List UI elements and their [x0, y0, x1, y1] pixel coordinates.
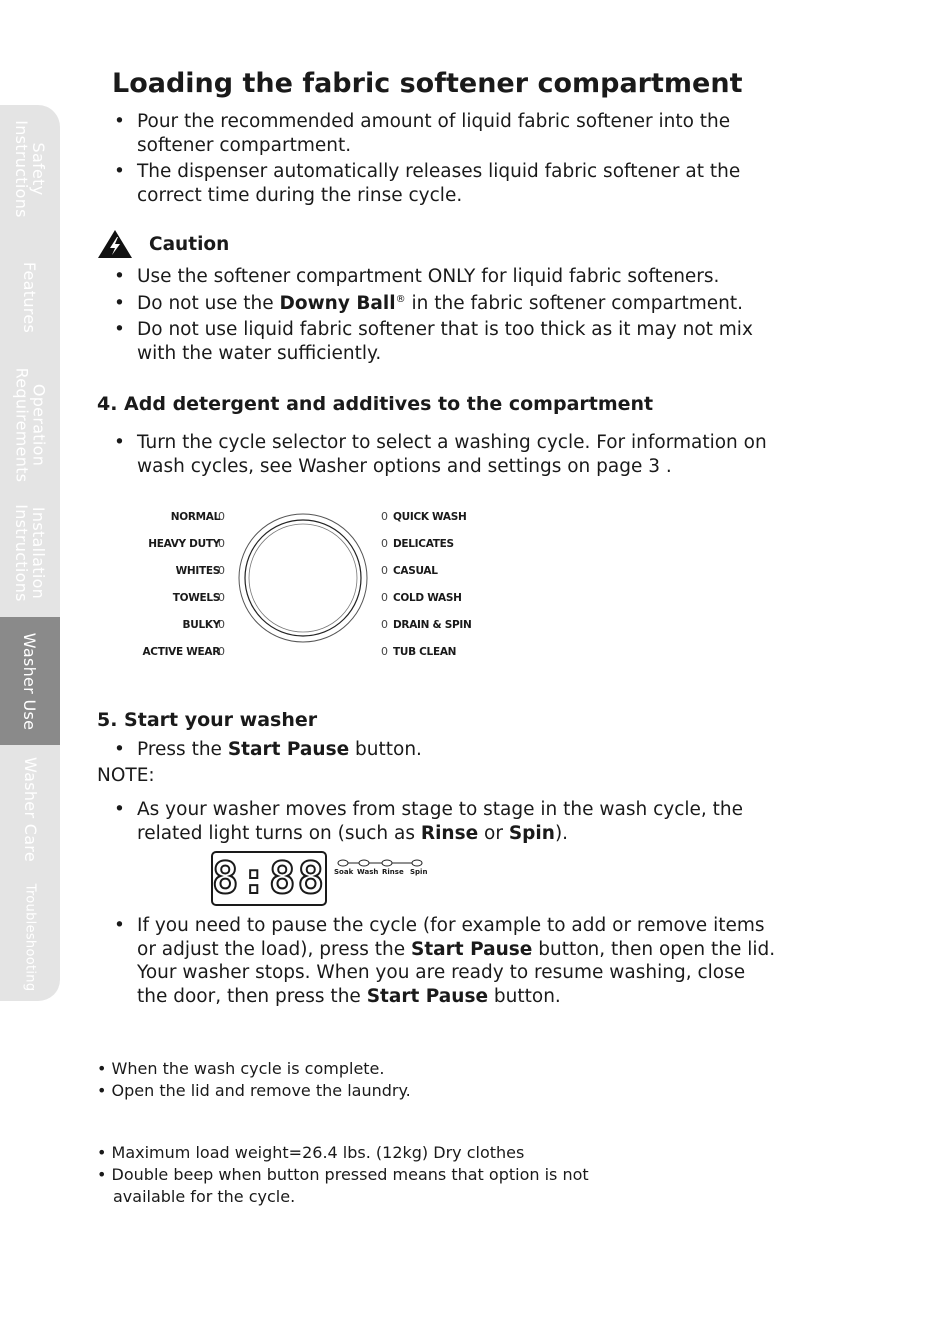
dial-cycle-label: WHITES	[175, 565, 220, 577]
list-item: • Open the lid and remove the laundry.	[97, 1080, 411, 1102]
tab-troubleshooting[interactable]	[0, 873, 60, 1002]
tab-washer-care[interactable]	[0, 745, 60, 874]
dial-indicator-icon: 0	[381, 591, 388, 604]
bullet-line: • Do not use liquid fabric softener that is too thick as it may not mix	[137, 319, 753, 340]
dial-cycle-label: CASUAL	[393, 565, 438, 577]
tab-label: Installation	[29, 506, 49, 600]
tab-label: Safety	[29, 142, 49, 196]
text-run: or adjust the load), press the	[137, 938, 412, 960]
bullet-line: • Use the softener compartment ONLY for liquid fabric softeners.	[137, 266, 720, 287]
list-item-continuation: available for the cycle.	[113, 1187, 296, 1206]
dial-indicator-icon: 0	[381, 564, 388, 577]
stage-led-icon	[333, 858, 433, 868]
list-item	[110, 265, 753, 289]
bullet-line	[137, 822, 743, 846]
stage-name: Spin	[508, 822, 555, 844]
bullet-line	[137, 938, 775, 962]
dial-indicator-icon: 0	[381, 537, 388, 550]
dial-cycle-label: DELICATES	[393, 538, 454, 550]
tab-features[interactable]	[0, 233, 60, 362]
text-run: ).	[554, 822, 569, 844]
list-item	[110, 798, 743, 845]
bullet-line	[137, 985, 775, 1009]
tab-operation-requirements[interactable]	[0, 361, 60, 490]
step-5-heading: 5. Start your washer	[97, 709, 318, 731]
dial-cycle-label: BULKY	[182, 619, 220, 631]
text-run: button.	[488, 985, 561, 1007]
tab-washer-use[interactable]	[0, 617, 60, 746]
list-item	[110, 160, 740, 207]
step-5-bullet-list	[110, 738, 422, 762]
text-run: related light turns on (such as	[137, 822, 421, 844]
dial-cycle-label: DRAIN & SPIN	[393, 619, 472, 631]
bullet-line: wash cycles, see Washer options and settings on page 3 .	[137, 455, 672, 477]
note-bullet-list	[110, 798, 743, 845]
completion-notes	[97, 1058, 411, 1102]
dial-indicator-icon: 0	[218, 591, 225, 604]
dial-cycle-label: QUICK WASH	[393, 511, 467, 523]
dial-indicator-icon: 0	[218, 510, 225, 523]
caution-heading	[97, 229, 229, 259]
text-run: in the fabric softener compartment.	[405, 292, 743, 314]
dial-cycle-label: HEAVY DUTY	[148, 538, 220, 550]
warning-icon	[97, 229, 133, 259]
button-name: Start Pause	[411, 938, 533, 960]
dial-cycle-label: COLD WASH	[393, 592, 462, 604]
list-item	[110, 431, 767, 478]
stage-label: Spin	[410, 868, 428, 876]
tab-label: Washer Care	[20, 756, 40, 862]
list-item: • Double beep when button pressed means that option is not	[97, 1164, 589, 1186]
tab-label: Requirements	[12, 367, 31, 483]
tab-label: Operation	[29, 383, 48, 467]
display-digits: 8:88	[212, 853, 326, 904]
note-heading: NOTE:	[97, 765, 155, 786]
text-run: Press the	[137, 739, 228, 760]
tab-label: Features	[20, 261, 40, 333]
text-run: button.	[349, 739, 422, 760]
bullet-line: with the water sufficiently.	[137, 342, 382, 364]
text-run: or	[478, 822, 509, 844]
text-run: the door, then press the	[137, 985, 367, 1007]
stage-label: Wash	[357, 868, 379, 876]
bullet-line: • If you need to pause the cycle (for example to add or remove items	[137, 915, 765, 936]
dial-cycle-label: NORMAL	[170, 511, 220, 523]
tab-installation-instructions[interactable]	[0, 489, 60, 618]
list-item	[110, 914, 775, 1008]
tab-label: Instructions	[12, 504, 32, 602]
bullet-line: • As your washer moves from stage to stage in the wash cycle, the	[137, 799, 744, 820]
stage-name: Rinse	[420, 822, 479, 844]
dial-indicator-icon: 0	[218, 618, 225, 631]
product-name: Downy Ball	[279, 292, 396, 314]
time-display	[211, 851, 327, 906]
bullet-line: • Pour the recommended amount of liquid fabric softener into the	[137, 111, 731, 132]
softener-bullet-list	[110, 110, 740, 207]
dial-knob-icon	[130, 505, 490, 665]
list-item: • When the wash cycle is complete.	[97, 1058, 411, 1080]
cycle-selector-dial	[130, 505, 490, 665]
tab-label: Washer Use	[20, 632, 40, 730]
bullet-line	[137, 738, 422, 762]
dial-cycle-label: ACTIVE WEAR	[142, 646, 220, 658]
registered-mark: ®	[395, 293, 406, 305]
dial-cycle-label: TOWELS	[172, 592, 220, 604]
dial-indicator-icon: 0	[381, 618, 388, 631]
stage-label: Rinse	[382, 868, 404, 876]
load-notes	[97, 1142, 589, 1208]
bullet-line: • Turn the cycle selector to select a washing cycle. For information on	[137, 432, 767, 453]
bullet-line: Your washer stops. When you are ready to resume washing, close	[137, 962, 746, 983]
bullet-line: correct time during the rinse cycle.	[137, 184, 463, 206]
tab-label: Instructions	[12, 120, 32, 218]
tab-safety-instructions[interactable]	[0, 105, 60, 234]
list-item: • Maximum load weight=26.4 lbs. (12kg) Dry clothes	[97, 1142, 589, 1164]
dial-indicator-icon: 0	[381, 510, 388, 523]
button-name: Start Pause	[366, 985, 489, 1007]
dial-cycle-label: TUB CLEAN	[393, 646, 457, 658]
bullet-line	[137, 292, 753, 316]
dial-indicator-icon: 0	[218, 564, 225, 577]
dial-indicator-icon: 0	[381, 645, 388, 658]
stage-label: Soak	[334, 868, 354, 876]
bullet-line: softener compartment.	[137, 134, 352, 156]
step-4-bullet-list	[110, 431, 767, 478]
list-item	[110, 292, 753, 316]
tab-label: Troubleshooting	[22, 883, 38, 991]
text-run: button, then open the lid.	[532, 938, 776, 960]
text-run: Do not use the	[137, 292, 280, 314]
caution-label: Caution	[149, 233, 230, 255]
bullet-line: • The dispenser automatically releases liquid fabric softener at the	[137, 161, 741, 182]
list-item	[110, 738, 422, 762]
pause-bullet-list	[110, 914, 775, 1008]
button-name: Start Pause	[227, 739, 350, 760]
dial-indicator-icon: 0	[218, 645, 225, 658]
dial-indicator-icon: 0	[218, 537, 225, 550]
step-4-heading: 4. Add detergent and additives to the compartment	[97, 393, 654, 415]
caution-bullet-list	[110, 265, 753, 365]
section-title: Loading the fabric softener compartment	[112, 68, 743, 99]
list-item	[110, 110, 740, 157]
list-item	[110, 318, 753, 365]
